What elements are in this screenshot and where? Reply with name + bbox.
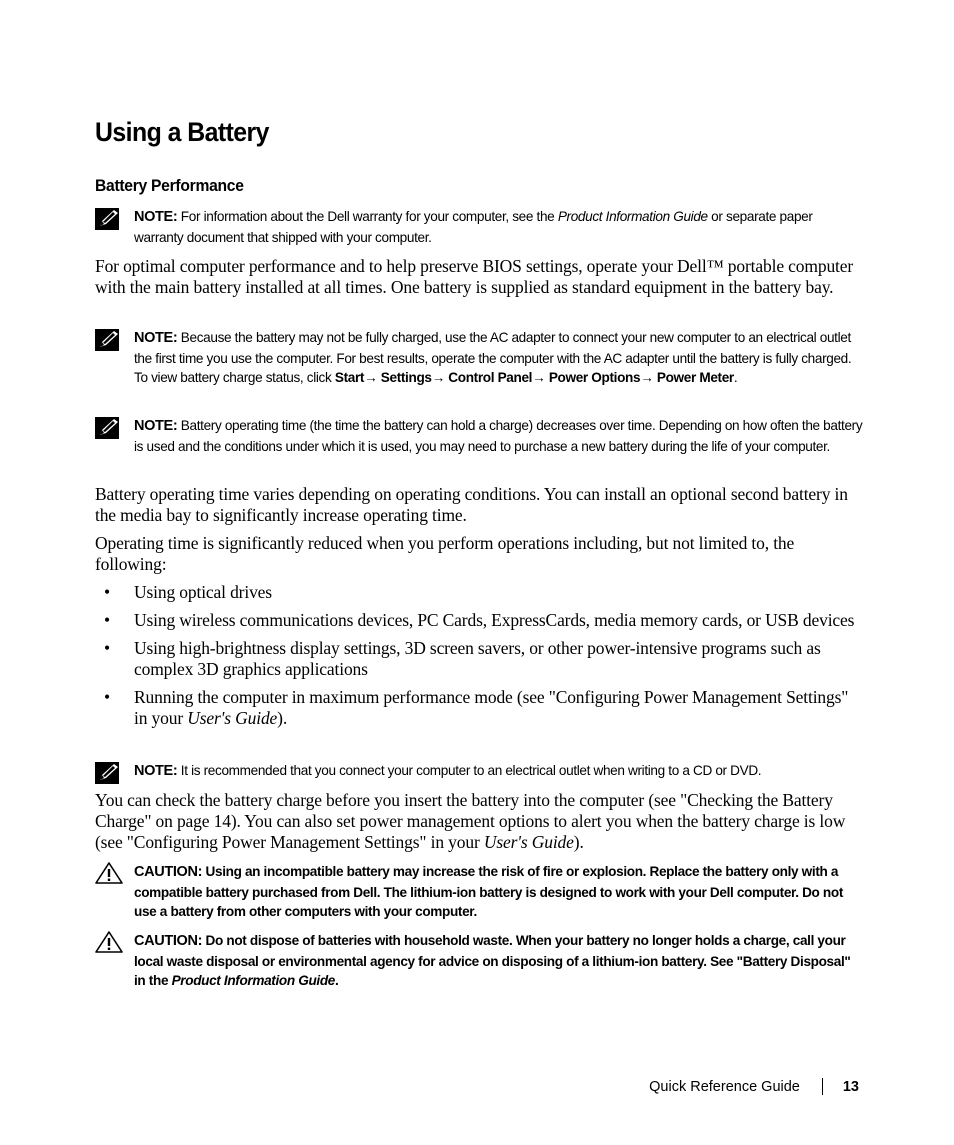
product-guide-ref: Product Information Guide — [171, 973, 336, 988]
pencil-note-icon — [95, 762, 123, 784]
page-footer — [649, 1078, 859, 1095]
note-charge: NOTE: Because the battery may not be fully charged, use the AC adapter to connect your new computer to an electrical outlet the first time you use the computer. For best results, operate the computer with the AC adapter until the battery is fully charged. To view battery charge status, click Start→ Settings→ Control Panel→ Power Options→ Power Meter. — [95, 328, 865, 388]
list-item: • Running the computer in maximum performance mode (see "Configuring Power Management Settings" in your User's Guide). — [104, 687, 849, 728]
note-label: NOTE: — [134, 209, 178, 225]
body-paragraph: You can check the battery charge before you insert the battery into the computer (see "Checking the Battery Charge" on page 14). You can also set power management options to alert you when the battery charge is low (see "Configuring Power Management Settings" in your User's Guide). — [95, 790, 846, 852]
page-number: 13 — [842, 1078, 859, 1095]
menu-path-control-panel: Control Panel — [448, 370, 533, 385]
list-item: • Using wireless communications devices, PC Cards, ExpressCards, media memory cards, or USB devices — [104, 610, 855, 630]
caution-incompatible-battery: CAUTION: Using an incompatible battery may increase the risk of fire or explosion. Replace the battery only with a compatible battery purchased from Dell. The lithium-ion battery is designed to work with your Dell computer. Do not use a battery from other computers with your computer. — [95, 862, 865, 922]
note-label: NOTE: — [134, 330, 178, 346]
pencil-note-icon — [95, 329, 123, 351]
pencil-note-icon — [95, 417, 123, 439]
pencil-note-icon — [95, 208, 123, 230]
caution-label: CAUTION: — [134, 864, 203, 880]
footer-divider — [822, 1078, 823, 1095]
body-paragraph: Operating time is significantly reduced when you perform operations including, but not limited to, the following: — [95, 533, 795, 574]
warning-triangle-icon — [95, 931, 123, 953]
caution-label: CAUTION: — [134, 933, 203, 949]
menu-path-start: Start — [334, 370, 365, 385]
note-label: NOTE: — [134, 763, 178, 779]
note-label: NOTE: — [134, 418, 178, 434]
caution-disposal: CAUTION: Do not dispose of batteries with household waste. When your battery no longer holds a charge, call your local waste disposal or environmental agency for advice on disposing of a lithium-ion battery. See "Battery Disposal" in the Product Information Guide. — [95, 931, 865, 991]
menu-path-power-options: Power Options — [548, 370, 641, 385]
body-paragraph: For optimal computer performance and to help preserve BIOS settings, operate your Dell™ portable computer with the main battery installed at all times. One battery is supplied as standard equipment in the battery bay. — [95, 256, 854, 297]
note-cd-dvd: NOTE: It is recommended that you connect your computer to an electrical outlet when writing to a CD or DVD. — [95, 761, 865, 782]
note-warranty: NOTE: For information about the Dell warranty for your computer, see the Product Information Guide or separate paper warranty document that shipped with your computer. — [95, 207, 865, 247]
note-operating-time: NOTE: Battery operating time (the time the battery can hold a charge) decreases over time. Depending on how often the battery is used and the conditions under which it is used, you may need to purchase a new battery during the life of your computer. — [95, 416, 865, 456]
list-item: • Using high-brightness display settings, 3D screen savers, or other power-intensive programs such as complex 3D graphics applications — [104, 638, 821, 679]
section-heading: Battery Performance — [95, 176, 244, 195]
footer-guide-title: Quick Reference Guide — [649, 1078, 800, 1095]
page-title: Using a Battery — [95, 117, 269, 147]
menu-path-power-meter: Power Meter — [656, 370, 734, 385]
menu-path-settings: Settings — [380, 370, 432, 385]
body-paragraph: Battery operating time varies depending on operating conditions. You can install an optional second battery in the media bay to significantly increase operating time. — [95, 484, 848, 525]
list-item: • Using optical drives — [104, 582, 272, 602]
product-guide-ref: Product Information Guide — [557, 209, 708, 224]
warning-triangle-icon — [95, 862, 123, 884]
bullet-list — [95, 582, 865, 736]
